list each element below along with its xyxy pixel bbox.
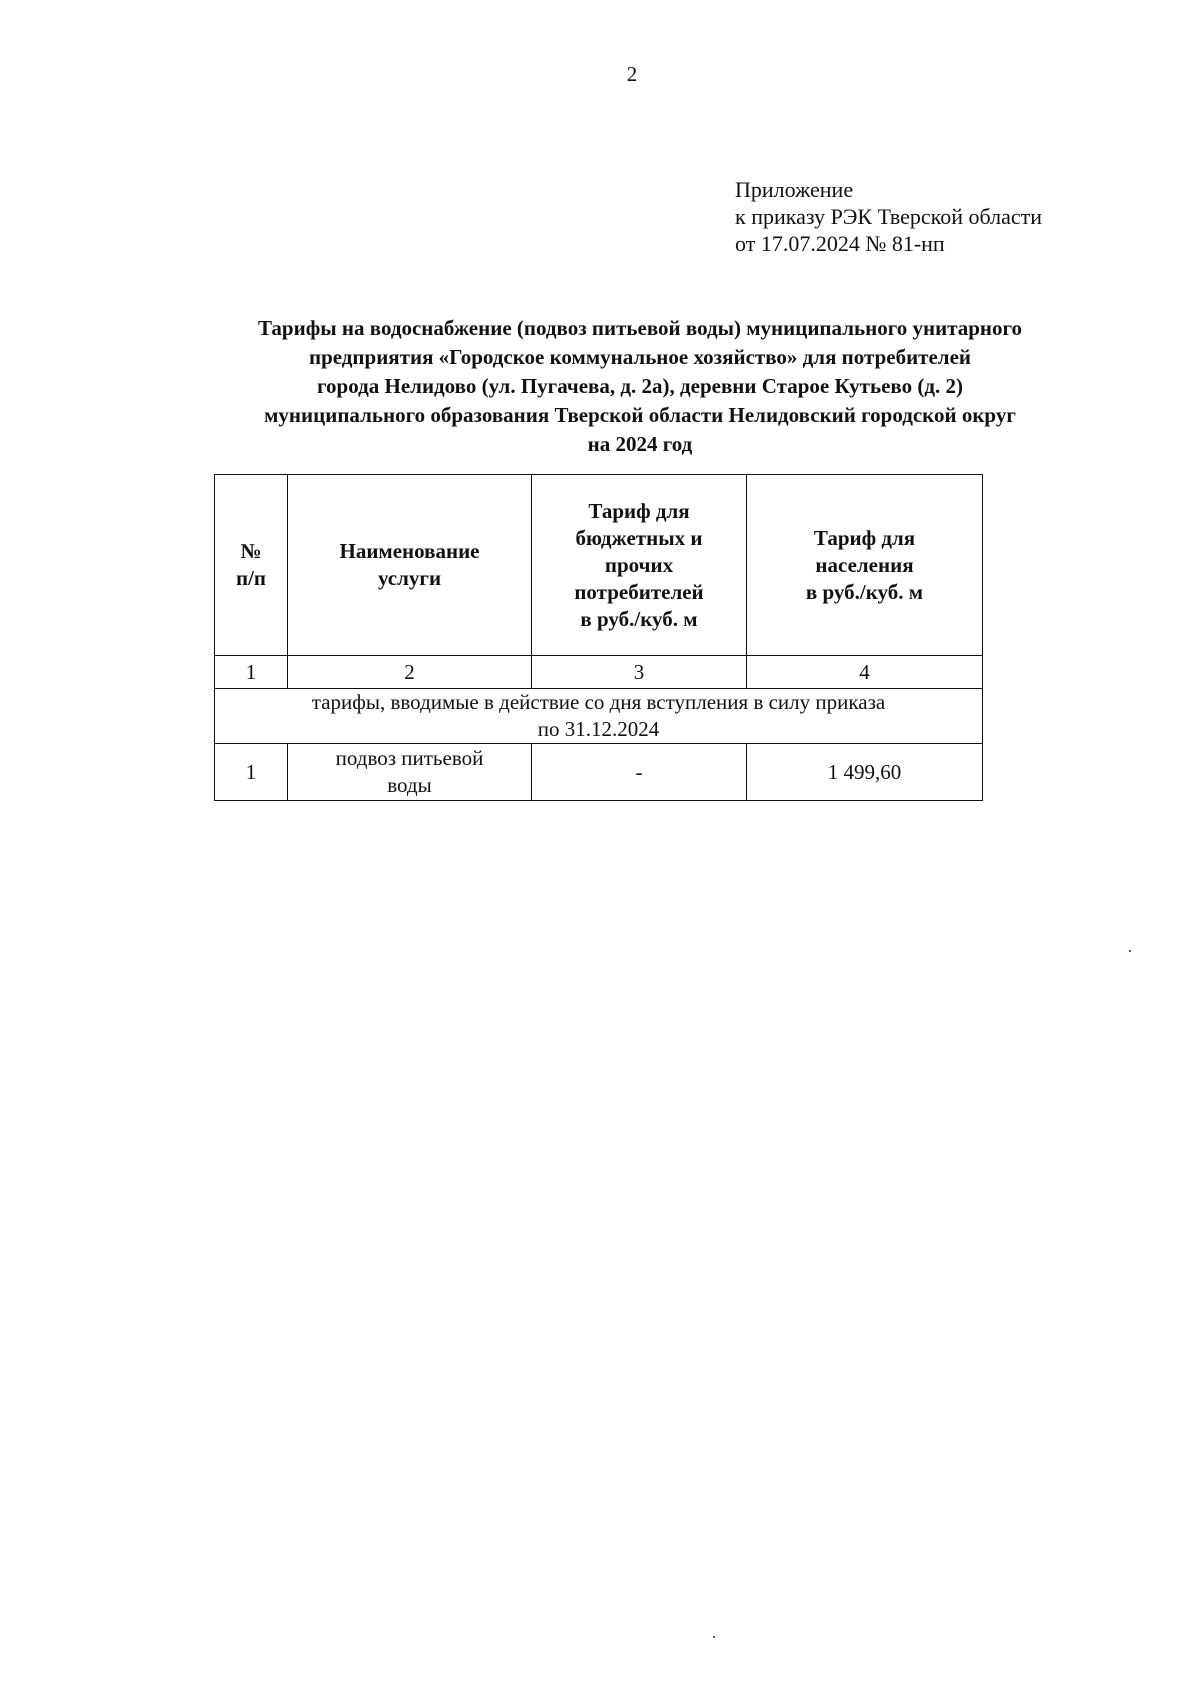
column-number: 1	[215, 656, 288, 689]
header-budget-tariff	[532, 475, 747, 656]
title-line-5: на 2024 год	[587, 432, 693, 456]
header-service-name	[288, 475, 532, 656]
title-line-3: города Нелидово (ул. Пугачева, д. 2а), деревни Старое Кутьево (д. 2)	[317, 374, 963, 398]
appendix-reference	[735, 176, 1042, 257]
appendix-line-3: от 17.07.2024 № 81-нп	[735, 231, 945, 256]
header-population-line: в руб./куб. м	[805, 579, 924, 604]
header-population-line: Тариф для	[813, 525, 916, 550]
title-line-4: муниципального образования Тверской области Нелидовский городской округ	[264, 403, 1016, 427]
header-number-line: №	[240, 539, 262, 563]
header-budget-line: бюджетных и	[575, 525, 703, 550]
header-population-line: населения	[815, 552, 914, 577]
period-line-1: тарифы, вводимые в действие со дня вступления в силу приказа	[311, 690, 886, 714]
column-number-row	[215, 656, 983, 689]
row-population-tariff: 1 499,60	[747, 744, 983, 801]
column-number: 2	[288, 656, 532, 689]
table-header-row	[215, 475, 983, 656]
title-line-2: предприятия «Городское коммунальное хозяйство» для потребителей	[308, 345, 972, 369]
row-service-line: воды	[387, 773, 432, 797]
row-service-line: подвоз питьевой	[335, 746, 484, 770]
header-budget-line: потребителей	[574, 579, 704, 604]
page-number: 2	[626, 62, 638, 86]
appendix-line-1: Приложение	[735, 177, 854, 202]
appendix-line-2: к приказу РЭК Тверской области	[735, 204, 1043, 229]
row-budget-tariff: -	[532, 744, 747, 801]
header-service-line: Наименование	[339, 539, 480, 563]
period-row	[215, 689, 983, 744]
header-budget-line: Тариф для	[588, 498, 690, 523]
header-number-line: п/п	[235, 566, 267, 590]
header-budget-line: прочих	[604, 552, 674, 577]
table-row	[215, 744, 983, 801]
period-line-2: по 31.12.2024	[537, 717, 660, 741]
period-cell	[215, 689, 983, 744]
header-service-line: услуги	[377, 566, 442, 590]
document-title	[180, 314, 1100, 459]
header-population-tariff	[747, 475, 983, 656]
header-budget-line: в руб./куб. м	[580, 606, 698, 631]
title-line-1: Тарифы на водоснабжение (подвоз питьевой воды) муниципального унитарного	[257, 316, 1023, 340]
row-number: 1	[215, 744, 288, 801]
column-number: 3	[532, 656, 747, 689]
row-service	[288, 744, 532, 801]
scan-speck	[1129, 950, 1131, 952]
column-number: 4	[747, 656, 983, 689]
header-number	[215, 475, 288, 656]
scan-speck	[713, 1636, 715, 1638]
tariff-table	[214, 474, 983, 801]
